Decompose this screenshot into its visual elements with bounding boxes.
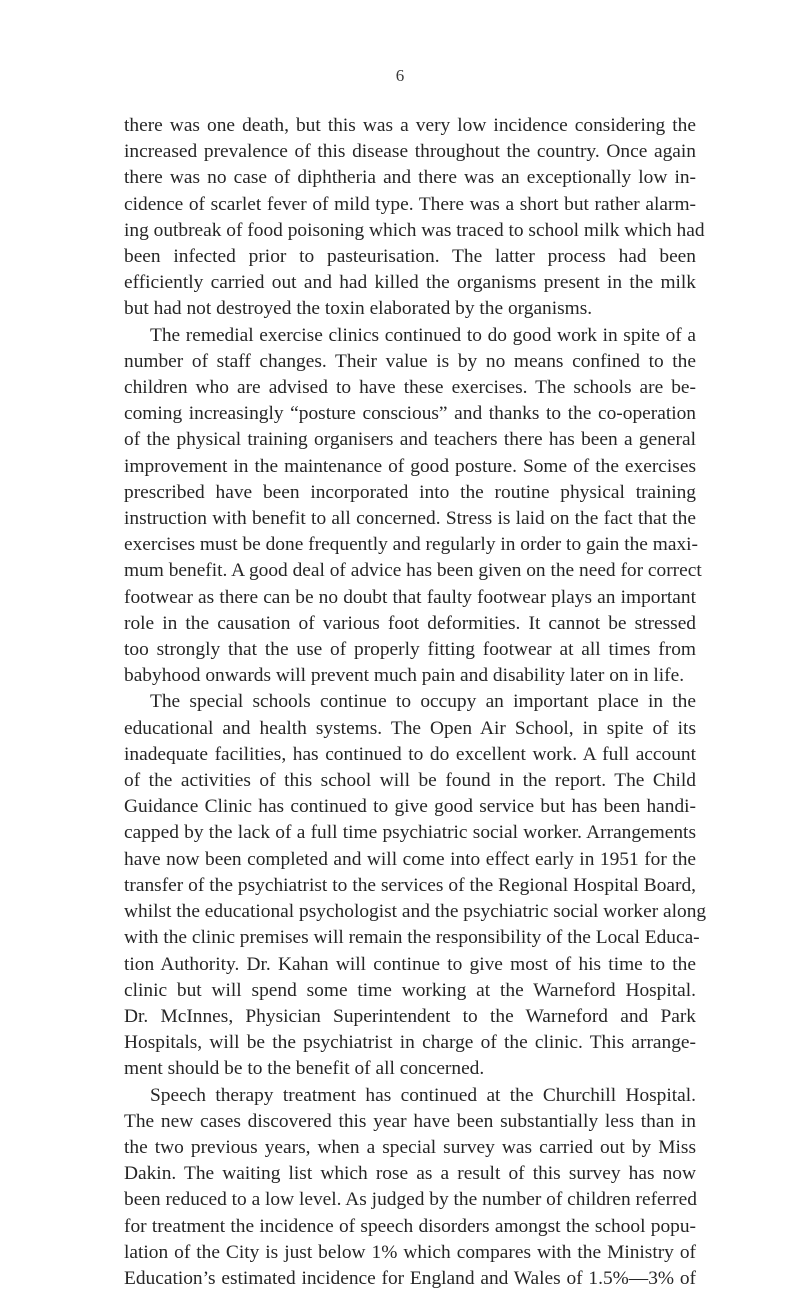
text-line: increased prevalence of this disease throughout the country. Once again — [124, 141, 696, 163]
text-line: instruction with benefit to all concerned. Stress is laid on the fact that the — [124, 508, 696, 530]
text-line: exercises must be done frequently and regularly in order to gain the maxi- — [124, 534, 698, 556]
text-line: been reduced to a low level. As judged by the number of children referred — [124, 1189, 697, 1211]
text-line: The new cases discovered this year have been substantially less than in — [124, 1110, 696, 1132]
text-line: with the clinic premises will remain the responsibility of the Local Educa- — [124, 927, 700, 949]
text-line: mum benefit. A good deal of advice has been given on the need for correct — [124, 560, 702, 582]
paragraph-speech-therapy — [124, 1083, 696, 1293]
text-line: coming increasingly “posture conscious” and thanks to the co-operation — [124, 403, 696, 425]
text-line: Education’s estimated incidence for England and Wales of 1.5%—3% of — [124, 1267, 696, 1289]
text-line: footwear as there can be no doubt that faulty footwear plays an important — [124, 586, 696, 608]
text-line: transfer of the psychiatrist to the services of the Regional Hospital Board, — [124, 874, 696, 896]
paragraph-special-schools — [124, 689, 707, 1082]
paragraph-infectious-disease — [124, 113, 705, 323]
text-line: number of staff changes. Their value is by no means confined to the — [124, 350, 696, 372]
text-line: children who are advised to have these exercises. The schools are be- — [124, 377, 696, 399]
text-line: clinic but will spend some time working at the Warneford Hospital. — [124, 979, 696, 1001]
text-line: there was no case of diphtheria and there was an exceptionally low in- — [124, 167, 696, 189]
text-line: Guidance Clinic has continued to give good service but has been handi- — [124, 796, 696, 818]
text-line: efficiently carried out and had killed the organisms present in the milk — [124, 272, 696, 294]
text-line: too strongly that the use of properly fitting footwear at all times from — [124, 639, 696, 661]
text-line: for treatment the incidence of speech disorders amongst the school popu- — [124, 1215, 696, 1237]
text-line: babyhood onwards will prevent much pain and disability later on in life. — [124, 665, 685, 687]
text-line: lation of the City is just below 1% which compares with the Ministry of — [124, 1241, 696, 1263]
text-line: of the physical training organisers and teachers there has been a general — [124, 429, 696, 451]
text-line: Dr. McInnes, Physician Superintendent to the Warneford and Park — [124, 1005, 696, 1027]
text-line: Hospitals, will be the psychiatrist in charge of the clinic. This arrange- — [124, 1032, 696, 1054]
text-line: been infected prior to pasteurisation. The latter process had been — [124, 246, 696, 268]
text-line: capped by the lack of a full time psychiatric social worker. Arrangements — [124, 822, 696, 844]
text-line: The special schools continue to occupy an important place in the — [150, 691, 696, 713]
text-line: educational and health systems. The Open Air School, in spite of its — [124, 717, 696, 739]
paragraph-remedial-exercise — [124, 323, 702, 690]
text-line: prescribed have been incorporated into the routine physical training — [124, 481, 696, 503]
text-line: The remedial exercise clinics continued to do good work in spite of a — [150, 324, 696, 346]
page-number: 6 — [395, 66, 405, 85]
text-line: role in the causation of various foot deformities. It cannot be stressed — [124, 612, 696, 634]
text-line: Speech therapy treatment has continued at the Churchill Hospital. — [150, 1084, 696, 1106]
text-line: inadequate facilities, has continued to do excellent work. A full account — [124, 743, 696, 765]
text-line: tion Authority. Dr. Kahan will continue to give most of his time to the — [124, 953, 696, 975]
text-line: of the activities of this school will be found in the report. The Child — [124, 770, 696, 792]
text-line: cidence of scarlet fever of mild type. There was a short but rather alarm- — [124, 193, 696, 215]
text-line: the two previous years, when a special survey was carried out by Miss — [124, 1136, 696, 1158]
text-line: there was one death, but this was a very low incidence considering the — [124, 115, 696, 136]
text-line: have now been completed and will come into effect early in 1951 for the — [124, 848, 696, 870]
text-line: whilst the educational psychologist and the psychiatric social worker along — [124, 901, 707, 923]
body-text — [124, 113, 707, 1292]
text-line: Dakin. The waiting list which rose as a result of this survey has now — [124, 1163, 696, 1185]
text-line: but had not destroyed the toxin elaborated by the organisms. — [124, 298, 593, 320]
text-line: improvement in the maintenance of good posture. Some of the exercises — [124, 455, 696, 477]
text-line: ment should be to the benefit of all concerned. — [124, 1058, 485, 1080]
text-line: ing outbreak of food poisoning which was traced to school milk which had — [124, 219, 705, 241]
